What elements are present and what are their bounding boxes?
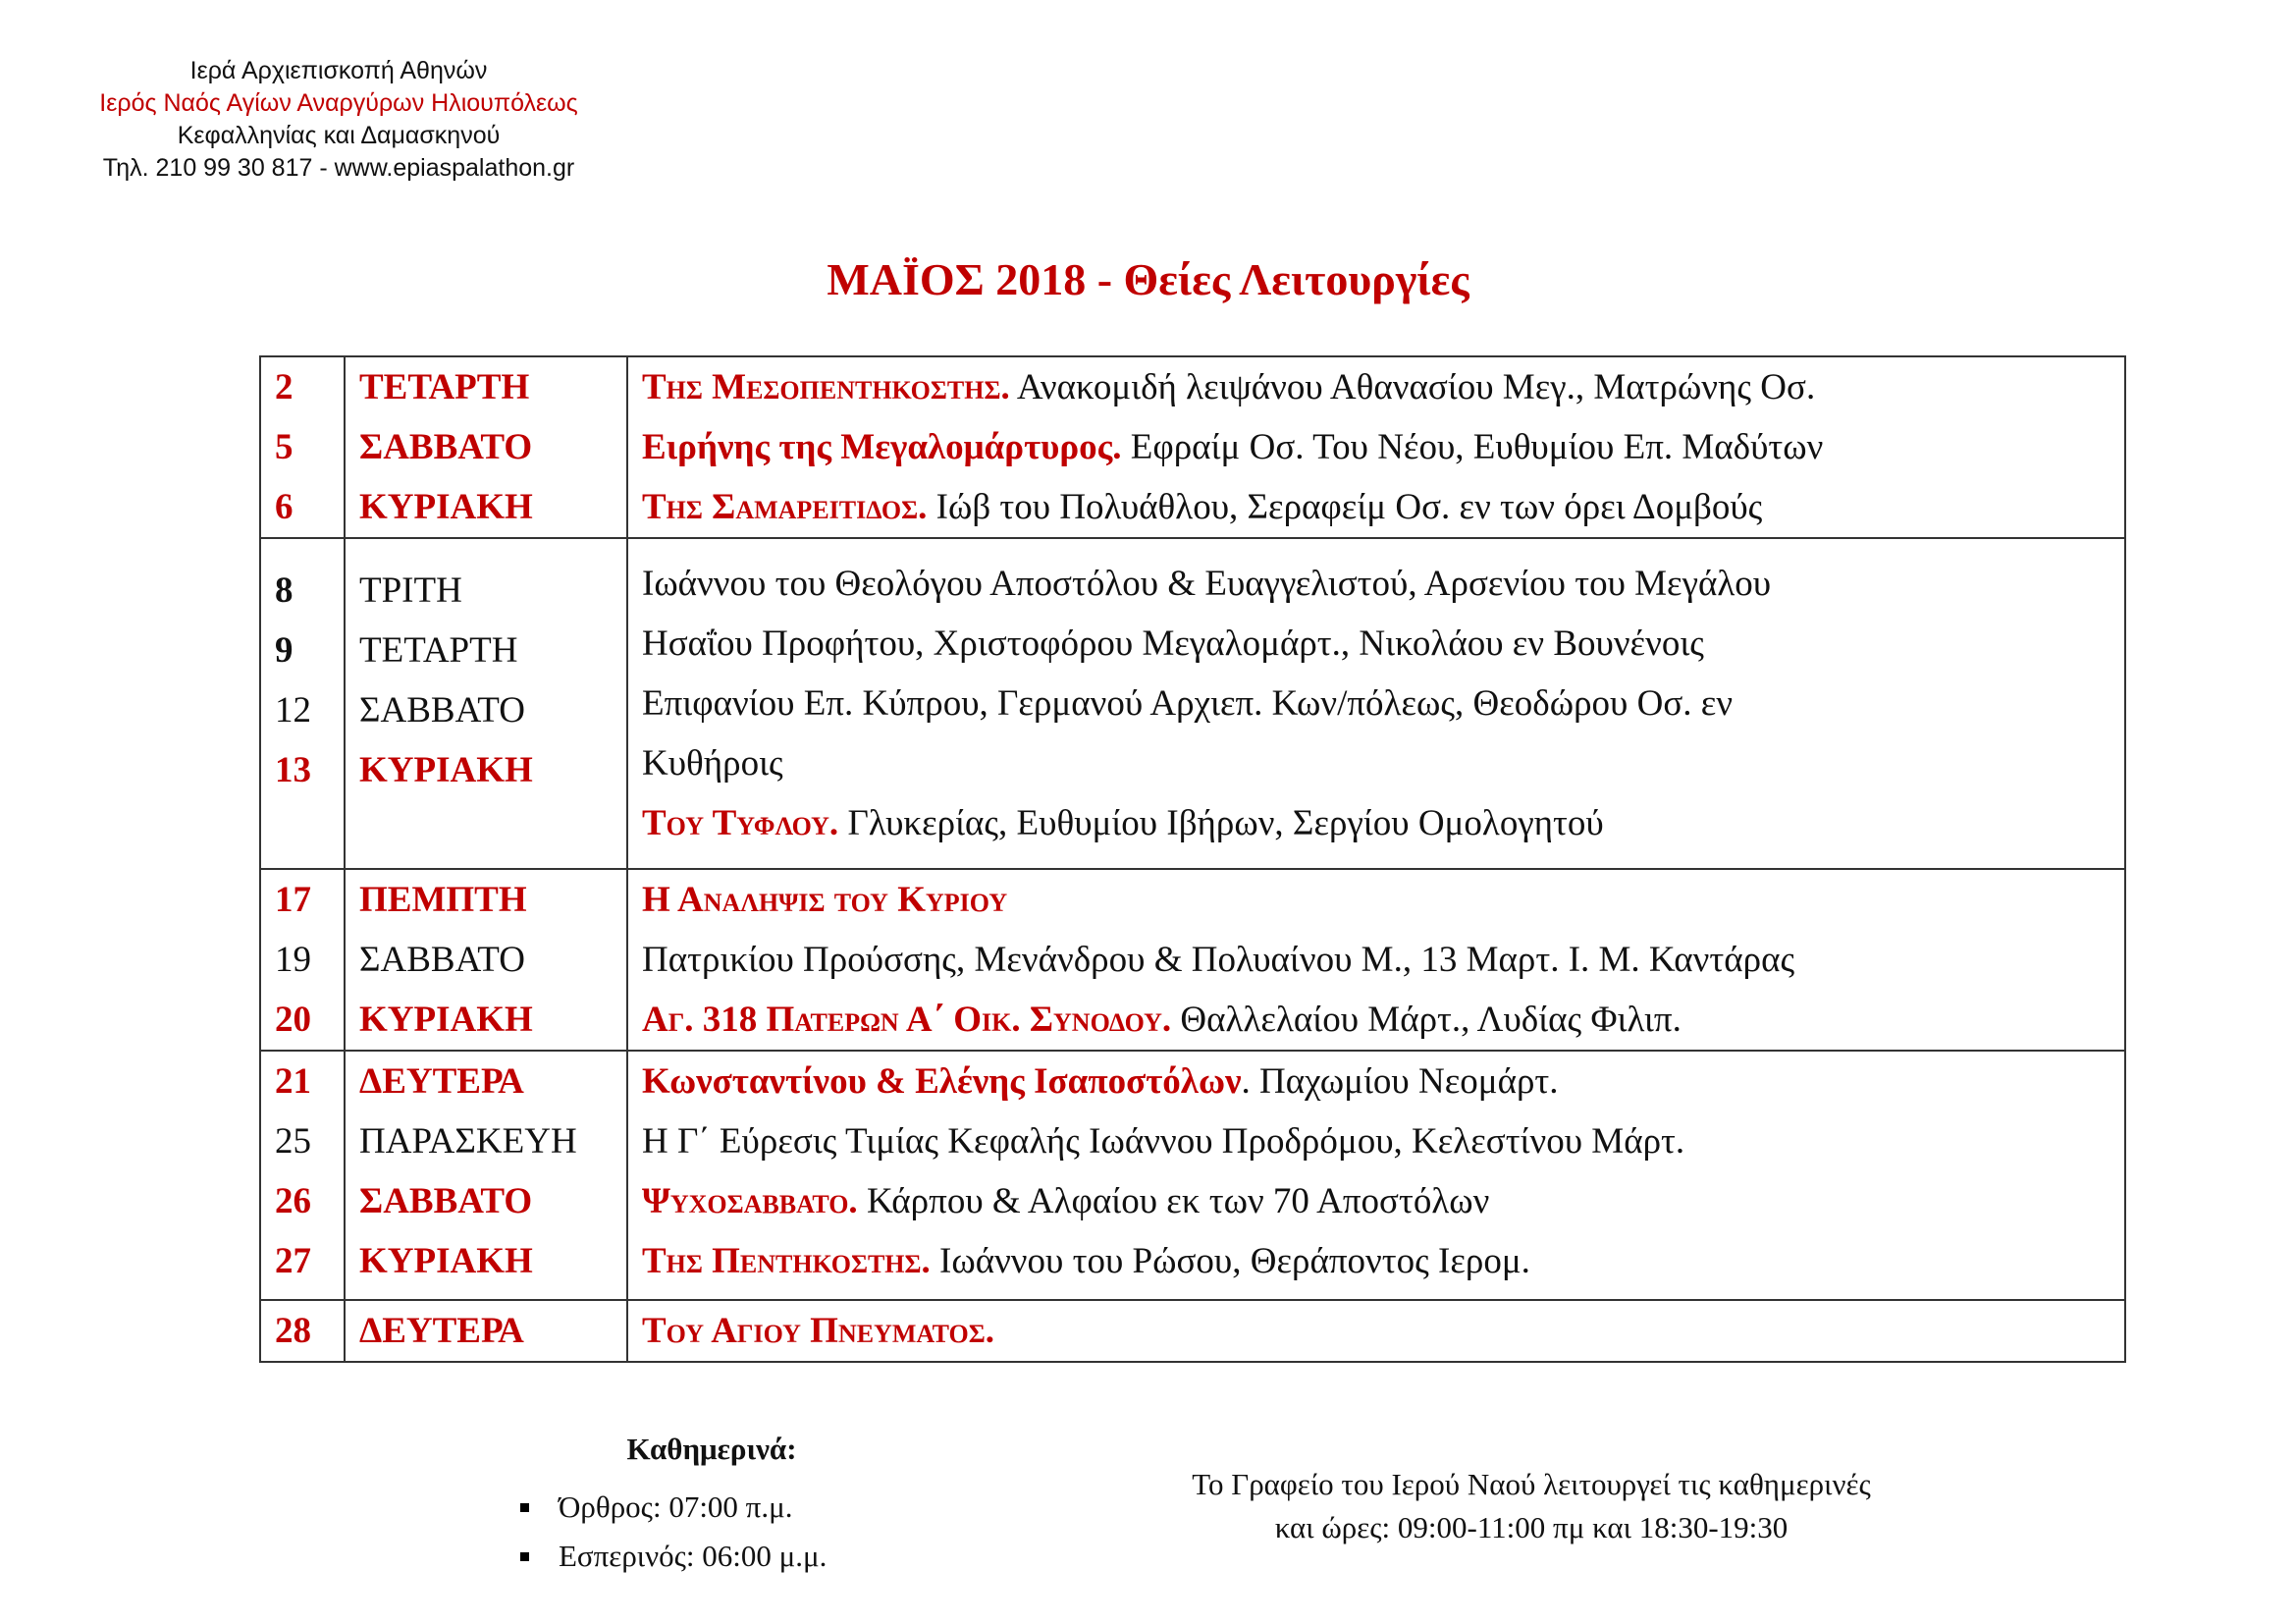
daily-schedule-title: Καθημερινά:: [626, 1432, 797, 1466]
feast-rest: Θαλλελαίου Μάρτ., Λυδίας Φιλιπ.: [1171, 1000, 1682, 1040]
day-number: 26: [275, 1181, 311, 1221]
feast-lead: Κωνσταντίνου & Ελένης Ισαποστόλων: [642, 1061, 1242, 1102]
feast-rest: Η Γ΄ Εύρεσις Τιμίας Κεφαλής Ιωάννου Προδρόμου, Κελεστίνου Μάρτ.: [642, 1121, 1685, 1162]
list-item: [520, 1532, 827, 1581]
weekday: ΣΑΒΒΑΤΟ: [359, 427, 533, 467]
list-item: [520, 1483, 827, 1532]
table-row: [260, 1300, 2125, 1362]
day-number: 9: [275, 630, 294, 671]
weekday-cell: [345, 538, 627, 869]
feast-lead: Η Αναληψισ του Κυριου: [642, 880, 1008, 920]
office-hours-line: και ώρες: 09:00-11:00 πμ και 18:30-19:30: [1274, 1510, 1789, 1544]
weekday: ΔΕΥΤΕΡΑ: [359, 1311, 524, 1351]
feast-cell: [627, 869, 2125, 1051]
feast-lead: Της Σαμαρειτιδος.: [642, 487, 928, 527]
spacer: [275, 800, 344, 860]
page-title: ΜΑΪΟΣ 2018 - Θείες Λειτουργίες: [827, 254, 1469, 304]
day-number: 12: [275, 690, 311, 731]
feast-rest: Κάρπου & Αλφαίου εκ των 70 Αποστόλων: [857, 1181, 1490, 1221]
day-number: 25: [275, 1121, 311, 1162]
feast-rest: Ανακομιδή λειψάνου Αθανασίου Μεγ., Ματρώνης Οσ.: [1009, 367, 1816, 407]
square-bullet-icon: [520, 1552, 529, 1561]
day-number: 27: [275, 1241, 311, 1281]
daily-schedule-list: [520, 1483, 827, 1581]
feast-rest: . Παχωμίου Νεομάρτ.: [1241, 1061, 1559, 1102]
church-name: Ιερός Ναός Αγίων Αναργύρων Ηλιουπόλεως: [99, 89, 578, 117]
feast-rest: Πατρικίου Προύσσης, Μενάνδρου & Πολυαίνου Μ., 13 Μαρτ. Ι. Μ. Καντάρας: [642, 940, 1795, 980]
feast-line: [642, 793, 2114, 853]
feast-lead: Της Μεσοπεντηκοστης.: [642, 367, 1010, 407]
feast-rest: Εφραίμ Οσ. Του Νέου, Ευθυμίου Επ. Μαδύτων: [1121, 427, 1824, 467]
feast-line: [642, 417, 2114, 477]
day-number: 5: [275, 427, 294, 467]
weekday: ΚΥΡΙΑΚΗ: [359, 1000, 533, 1040]
feast-rest: Ιώβ του Πολυάθλου, Σεραφείμ Οσ. εν των όρει Δομβούς: [927, 487, 1763, 527]
office-hours: [1158, 1463, 1904, 1549]
table-row: [260, 1051, 2125, 1300]
feast-line-continued: Κυθήροις: [642, 743, 783, 784]
vespers-time: Εσπερινός: 06:00 μ.μ.: [559, 1539, 828, 1573]
feast-line: [642, 1111, 2114, 1171]
church-header: [39, 55, 638, 185]
weekday: ΣΑΒΒΑΤΟ: [359, 1181, 533, 1221]
feast-line: [642, 870, 2114, 930]
weekday: ΣΑΒΒΑΤΟ: [359, 940, 525, 980]
feast-line: [642, 1171, 2114, 1231]
spacer: [359, 800, 626, 860]
weekday-cell: [345, 356, 627, 538]
weekday: ΚΥΡΙΑΚΗ: [359, 1241, 533, 1281]
day-cell: [260, 538, 345, 869]
feast-lead: Αγ. 318 Πατερων Α΄ Οικ. Συνοδου.: [642, 1000, 1172, 1040]
office-hours-line: Το Γραφείο του Ιερού Ναού λειτουργεί τις καθημερινές: [1192, 1467, 1871, 1501]
weekday-cell: [345, 1300, 627, 1362]
table-row: [260, 356, 2125, 538]
church-contact: Τηλ. 210 99 30 817 - www.epiaspalathon.gr: [102, 154, 575, 182]
weekday: ΠΑΡΑΣΚΕΥΗ: [359, 1121, 577, 1162]
feast-line: [642, 1052, 2114, 1111]
feast-rest: Ιωάννου του Ρώσου, Θεράποντος Ιερομ.: [930, 1241, 1530, 1281]
weekday-cell: [345, 869, 627, 1051]
church-address: Κεφαλληνίας και Δαμασκηνού: [177, 122, 501, 149]
feast-cell: [627, 1300, 2125, 1362]
weekday: ΔΕΥΤΕΡΑ: [359, 1061, 524, 1102]
liturgy-schedule-table: [259, 355, 2126, 1363]
weekday: ΚΥΡΙΑΚΗ: [359, 487, 533, 527]
feast-line: [642, 1231, 2114, 1291]
orthros-time: Όρθρος: 07:00 π.μ.: [559, 1489, 793, 1524]
day-cell: [260, 869, 345, 1051]
archdiocese-name: Ιερά Αρχιεπισκοπή Αθηνών: [189, 57, 488, 84]
feast-line: [642, 477, 2114, 537]
day-cell: [260, 1051, 345, 1300]
day-cell: [260, 356, 345, 538]
weekday: ΤΕΤΑΡΤΗ: [359, 367, 530, 407]
day-number: 13: [275, 750, 311, 790]
feast-line: [642, 990, 2114, 1050]
feast-line: [642, 930, 2114, 990]
weekday: ΤΡΙΤΗ: [359, 570, 462, 611]
feast-lead: Του Αγιου Πνευματος.: [642, 1311, 994, 1351]
day-number: 8: [275, 570, 294, 611]
feast-lead: Του Τυφλου.: [642, 803, 839, 843]
day-number: 21: [275, 1061, 311, 1102]
feast-rest: Γλυκερίας, Ευθυμίου Ιβήρων, Σεργίου Ομολογητού: [838, 803, 1604, 843]
day-number: 17: [275, 880, 311, 920]
weekday: ΣΑΒΒΑΤΟ: [359, 690, 525, 731]
day-number: 20: [275, 1000, 311, 1040]
feast-line: Ησαΐου Προφήτου, Χριστοφόρου Μεγαλομάρτ., Νικολάου εν Βουνένοις: [642, 623, 1704, 664]
feast-lead: Ειρήνης της Μεγαλομάρτυρος.: [642, 427, 1122, 467]
square-bullet-icon: [520, 1503, 529, 1512]
feast-line: [642, 1301, 2114, 1361]
feast-lead: Της Πεντηκοστης.: [642, 1241, 931, 1281]
day-cell: [260, 1300, 345, 1362]
day-number: 19: [275, 940, 311, 980]
day-number: 28: [275, 1311, 311, 1351]
feast-cell: [627, 538, 2125, 869]
feast-line: Ιωάννου του Θεολόγου Αποστόλου & Ευαγγελιστού, Αρσενίου του Μεγάλου: [642, 564, 1772, 604]
day-number: 2: [275, 367, 294, 407]
feast-lead: Ψυχοσαββατο.: [642, 1181, 858, 1221]
weekday: ΚΥΡΙΑΚΗ: [359, 750, 533, 790]
feast-cell: [627, 1051, 2125, 1300]
feast-line: Επιφανίου Επ. Κύπρου, Γερμανού Αρχιεπ. Κων/πόλεως, Θεοδώρου Οσ. εν: [642, 683, 1734, 724]
feast-line: [642, 357, 2114, 417]
feast-cell: [627, 356, 2125, 538]
table-row: [260, 869, 2125, 1051]
weekday-cell: [345, 1051, 627, 1300]
weekday: ΤΕΤΑΡΤΗ: [359, 630, 518, 671]
weekday: ΠΕΜΠΤΗ: [359, 880, 527, 920]
table-row: [260, 538, 2125, 869]
day-number: 6: [275, 487, 294, 527]
